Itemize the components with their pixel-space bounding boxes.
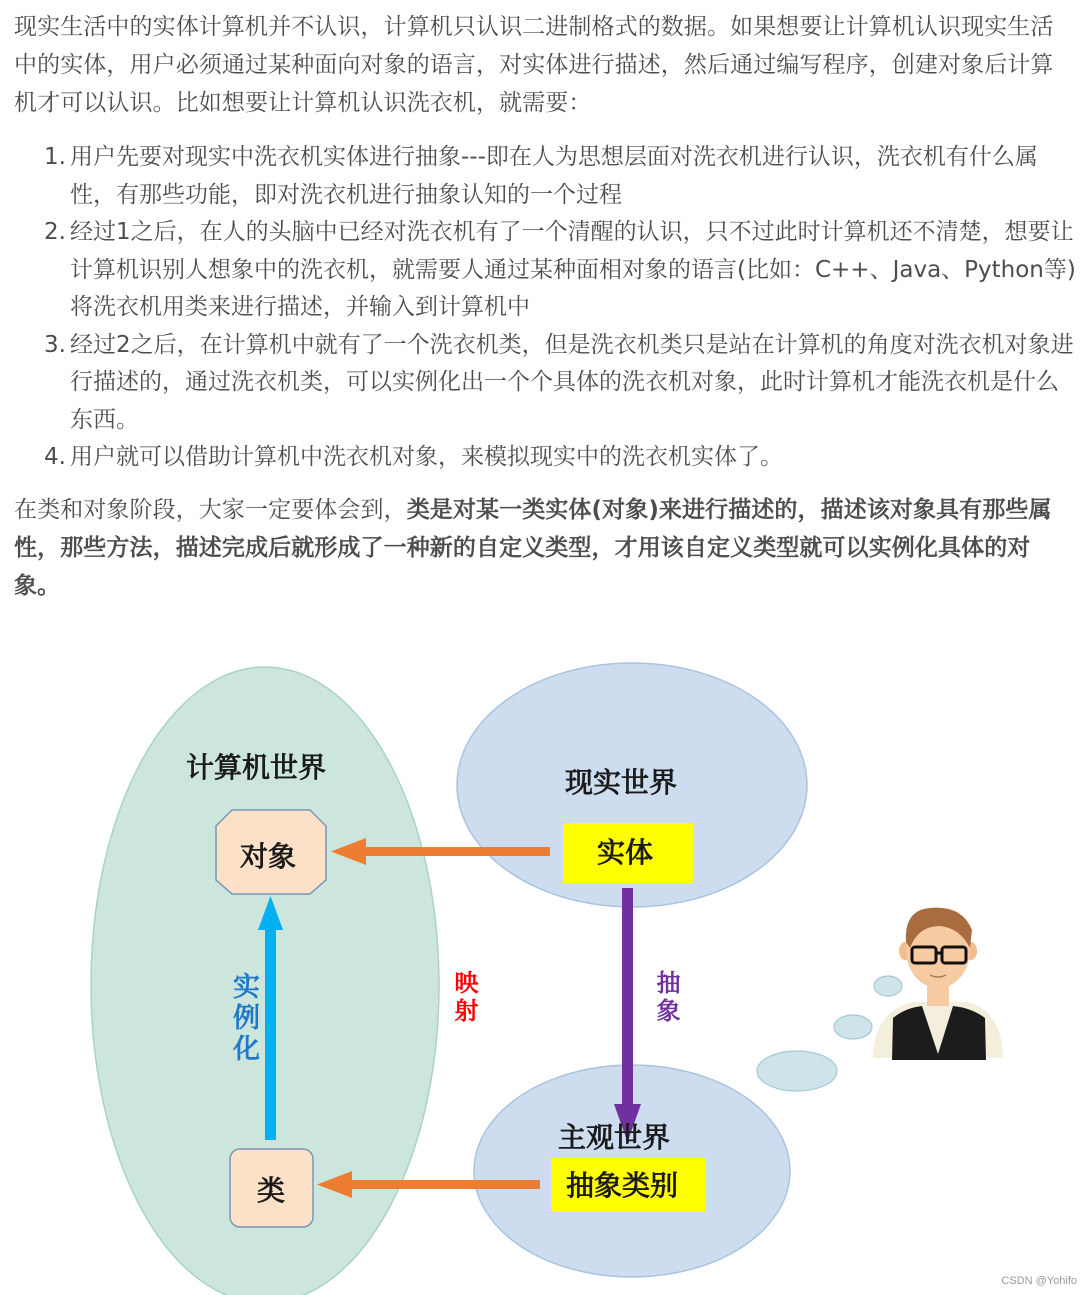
real-world-label: 现实世界: [565, 766, 678, 799]
computer-world-label: 计算机世界: [186, 751, 327, 784]
diagram-canvas: [0, 630, 1091, 1295]
mapping-label: 映射: [450, 970, 479, 1026]
summary-bold: 类是对某一类实体(对象)来进行描述的，描述该对象具有那些属性，那些方法，描述完成后就形成了一种新的自定义类型，才用该自定义类型就可以实例化具体的对象。: [14, 496, 1052, 599]
list-item: [44, 439, 1076, 477]
entity-label: 实体: [597, 836, 654, 869]
steps-list: [14, 139, 1076, 477]
thought-bubble-medium: [834, 1015, 872, 1039]
list-number: 2.: [44, 219, 66, 245]
instantiate-label: 实例化: [228, 972, 259, 1065]
class-label: 类: [257, 1174, 286, 1207]
abstraction-label: 抽象: [652, 970, 681, 1026]
csdn-watermark: CSDN @Yohifo: [1001, 1275, 1077, 1287]
list-text: 用户就可以借助计算机中洗衣机对象，来模拟现实中的洗衣机实体了。: [70, 444, 783, 470]
list-text: 经过2之后，在计算机中就有了一个洗衣机类，但是洗衣机类只是站在计算机的角度对洗衣机对象进行描述的，通过洗衣机类，可以实例化出一个个具体的洗衣机对象，此时计算机才能洗衣机是什么东西。: [70, 331, 1074, 433]
abstract-category-label: 抽象类别: [566, 1169, 679, 1202]
list-number: 1.: [44, 144, 66, 170]
list-text: 用户先要对现实中洗衣机实体进行抽象---即在人为思想层面对洗衣机进行认识，洗衣机有什么属性，有那些功能，即对洗衣机进行抽象认知的一个过程: [70, 144, 1038, 208]
thought-bubble-small: [874, 976, 902, 996]
subjective-world-label: 主观世界: [558, 1121, 671, 1154]
summary-prefix: 在类和对象阶段，大家一定要体会到，: [14, 496, 407, 523]
list-item: [44, 327, 1076, 440]
summary-paragraph: [14, 491, 1076, 605]
class-object-diagram: [0, 630, 1091, 1295]
list-number: 3.: [44, 331, 66, 358]
thought-bubble-large: [757, 1051, 837, 1091]
intro-paragraph: 现实生活中的实体计算机并不认识，计算机只认识二进制格式的数据。如果想要让计算机认识现实生活中的实体，用户必须通过某种面向对象的语言，对实体进行描述，然后通过编写程序，创建对象后计算机才可以认识。比如想要让计算机认识洗衣机，就需要：: [14, 14, 1054, 116]
list-text: 经过1之后，在人的头脑中已经对洗衣机有了一个清醒的认识，只不过此时计算机还不清楚，想要让计算机识别人想象中的洗衣机，就需要人通过某种面相对象的语言(比如：C++、Java、Python等)将洗衣机用类来进行描述，并输入到计算机中: [70, 219, 1076, 320]
list-number: 4.: [44, 444, 66, 470]
list-item: [44, 139, 1076, 214]
article-body: [14, 8, 1076, 605]
object-label: 对象: [240, 840, 297, 873]
list-item: [44, 214, 1076, 327]
